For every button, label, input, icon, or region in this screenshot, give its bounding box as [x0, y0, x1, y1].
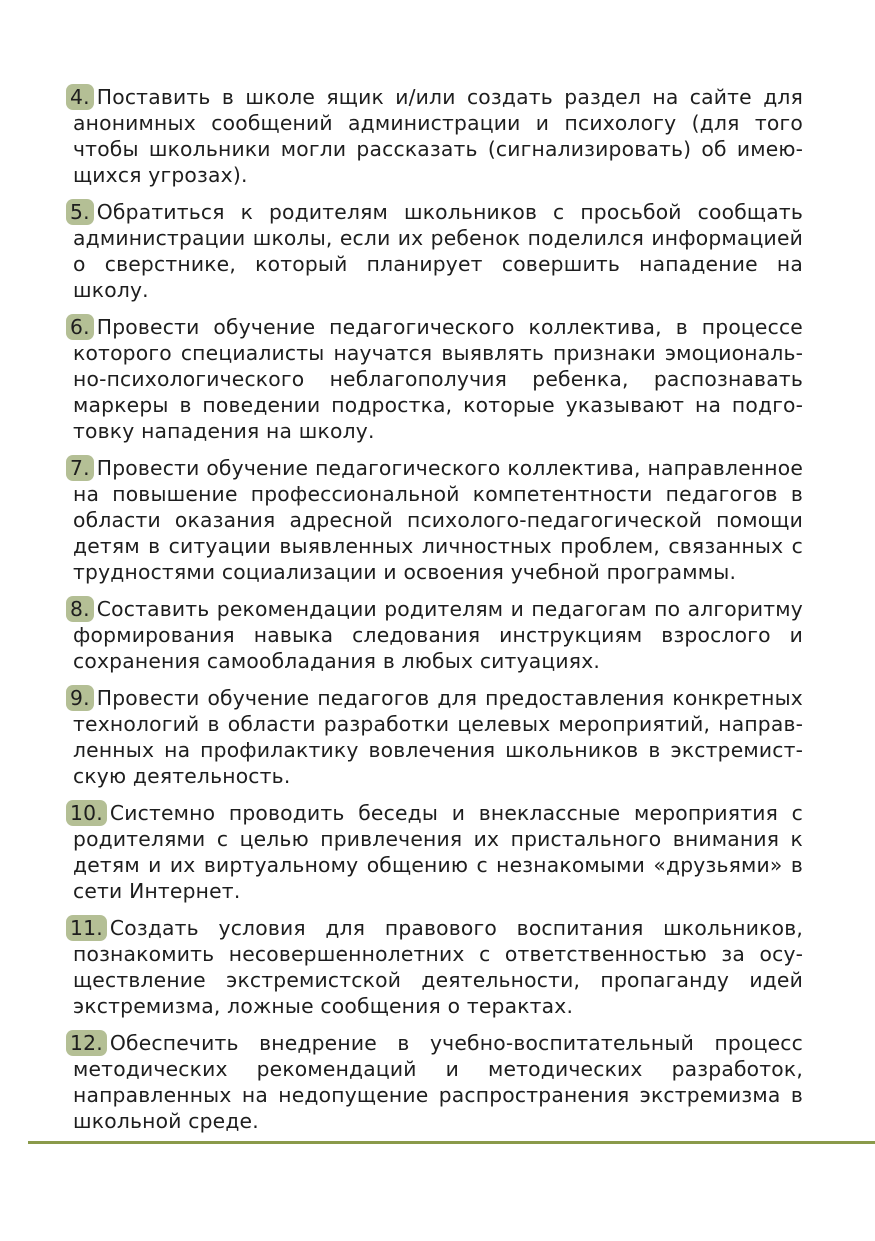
- list-item-11: [70, 915, 803, 1019]
- item-text: Провести обучение педагогического коллектива, направленное на повышение профессиональной компетентности педагогов в области оказания адресной психолого-педагогической помощи детям в ситуации выявленных личностных проблем, связанных с трудностями социализации и освоения учебной программы.: [73, 456, 803, 584]
- item-text: Провести обучение педагогов для предоставления конкретных технологий в области разработки целевых мероприятий, направленных на профилактику вовлечения школьников в экстремистскую деятельность.: [73, 686, 803, 788]
- item-text: Обратиться к родителям школьников с просьбой сообщать администрации школы, если их ребенок поделился информацией о сверстнике, который планирует совершить нападение на школу.: [73, 200, 803, 302]
- item-number-badge: 7.: [66, 455, 94, 481]
- list-item-8: [70, 596, 803, 674]
- item-text: Создать условия для правового воспитания школьников, познакомить несовершеннолетних с ответственностью за осуществление экстремистской деятельности, пропаганду идей экстремизма, ложные сообщения о терактах.: [73, 916, 803, 1018]
- item-number-badge: 11.: [66, 915, 107, 941]
- item-text: Обеспечить внедрение в учебно-воспитательный процесс методических рекомендаций и методических разработок, направленных на недопущение распространения экстремизма в школьной среде.: [73, 1031, 803, 1133]
- list-item-4: [70, 84, 803, 188]
- item-number-badge: 8.: [66, 596, 94, 622]
- item-text: Поставить в школе ящик и/или создать раздел на сайте для анонимных сообщений администрации и психологу (для того чтобы школьники могли рассказать (сигнализировать) об имеющихся угрозах).: [73, 85, 803, 187]
- item-number-badge: 12.: [66, 1030, 107, 1056]
- item-text: Системно проводить беседы и внеклассные мероприятия с родителями с целью привлечения их пристального внимания к детям и их виртуальному общению с незнакомыми «друзьями» в сети Интернет.: [73, 801, 803, 903]
- item-text: Составить рекомендации родителям и педагогам по алгоритму формирования навыка следования инструкциям взрослого и сохранения самообладания в любых ситуациях.: [73, 597, 803, 673]
- recommendations-list: [70, 84, 803, 1145]
- list-item-10: [70, 800, 803, 904]
- list-item-12: [70, 1030, 803, 1134]
- item-text: Провести обучение педагогического коллектива, в процессе которого специалисты научатся выявлять признаки эмоционально-психологического неблагополучия ребенка, распознавать маркеры в поведении подростка, которые указывают на подготовку нападения на школу.: [73, 315, 803, 443]
- list-item-6: [70, 314, 803, 444]
- list-item-5: [70, 199, 803, 303]
- item-number-badge: 5.: [66, 199, 94, 225]
- item-number-badge: 9.: [66, 685, 94, 711]
- list-item-7: [70, 455, 803, 585]
- item-number-badge: 6.: [66, 314, 94, 340]
- item-number-badge: 10.: [66, 800, 107, 826]
- list-item-9: [70, 685, 803, 789]
- bottom-divider: [28, 1141, 875, 1144]
- item-number-badge: 4.: [66, 84, 94, 110]
